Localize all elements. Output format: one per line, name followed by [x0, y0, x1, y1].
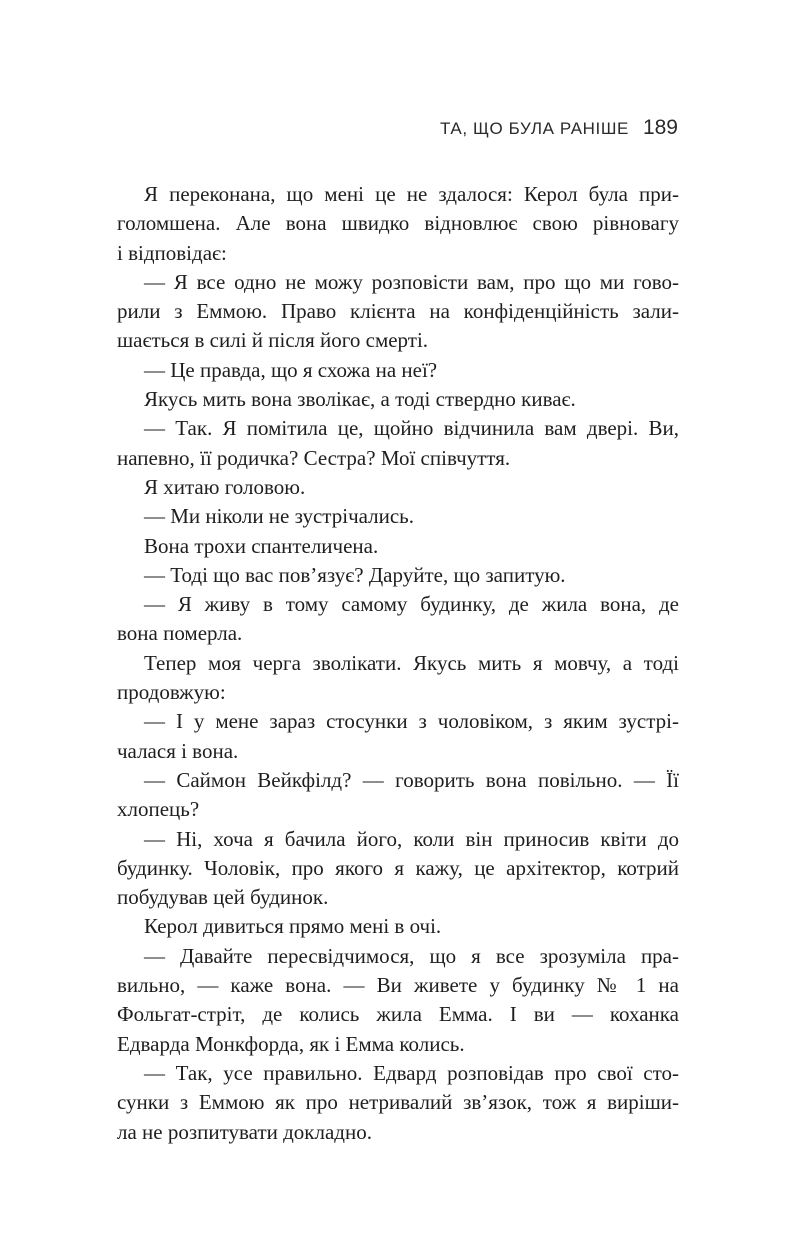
text-line: вона померла.: [117, 621, 243, 646]
text-line: Керол дивиться прямо мені в очі.: [144, 914, 442, 939]
text-line: — Ні, хоча я бачила його, коли він приносив квіти до: [144, 826, 679, 851]
text-line: будинку. Чоловік, про якого я кажу, це архітектор, котрий: [117, 855, 679, 880]
text-line: Якусь мить вона зволікає, а тоді ствердно киває.: [144, 387, 576, 412]
text-line: — Так, усе правильно. Едвард розповідав про свої сто-: [144, 1060, 679, 1085]
text-line: ла не розпитувати докладно.: [117, 1119, 372, 1144]
text-line: Вона трохи спантеличена.: [144, 533, 379, 558]
text-line: — І у мене зараз стосунки з чоловіком, з яким зустрі-: [144, 709, 679, 734]
text-line: голомшена. Але вона швидко відновлює свою рівновагу: [117, 211, 679, 236]
text-line: — Давайте пересвідчимося, що я все зрозуміла пра-: [144, 943, 679, 968]
text-line: Едварда Монкфорда, як і Емма колись.: [117, 1031, 465, 1056]
text-line: — Так. Я помітила це, щойно відчинила вам двері. Ви,: [144, 416, 679, 441]
text-line: — Я все одно не можу розповісти вам, про що ми гово-: [144, 269, 679, 294]
text-line: побудував цей будинок.: [117, 885, 329, 910]
running-header: [440, 116, 678, 140]
text-line: — Я живу в тому самому будинку, де жила вона, де: [144, 592, 679, 617]
text-line: рили з Еммою. Право клієнта на конфіденційність зали-: [117, 299, 679, 324]
page-number: 189: [642, 116, 678, 139]
text-line: шається в силі й після його смерті.: [117, 328, 429, 353]
text-line: сунки з Еммою як про нетривалий зв’язок, тож я виріши-: [117, 1090, 679, 1115]
text-line: Я переконана, що мені це не здалося: Керол була при-: [144, 182, 679, 206]
text-line: — Саймон Вейкфілд? — говорить вона повільно. — Її: [144, 767, 679, 792]
text-line: — Це правда, що я схожа на неї?: [144, 357, 438, 382]
text-line: і відповідає:: [117, 240, 227, 265]
text-line: — Тоді що вас пов’язує? Даруйте, що запитую.: [144, 562, 566, 587]
text-line: чалася і вона.: [117, 738, 239, 763]
text-line: — Ми ніколи не зустрічались.: [144, 504, 414, 529]
text-line: вильно, — каже вона. — Ви живете у будинку № 1 на: [117, 973, 679, 998]
running-title: ТА, ЩО БУЛА РАНІШЕ: [439, 119, 629, 138]
text-line: Тепер моя черга зволікати. Якусь мить я мовчу, а тоді: [144, 650, 679, 675]
text-line: напевно, її родичка? Сестра? Мої співчуття.: [117, 445, 511, 470]
text-line: хлопець?: [117, 797, 200, 822]
text-line: продовжую:: [117, 680, 226, 705]
text-line: Фольгат-стріт, де колись жила Емма. І ви — коханка: [117, 1002, 679, 1027]
text-line: Я хитаю головою.: [144, 474, 306, 499]
body-text: [117, 180, 679, 1147]
